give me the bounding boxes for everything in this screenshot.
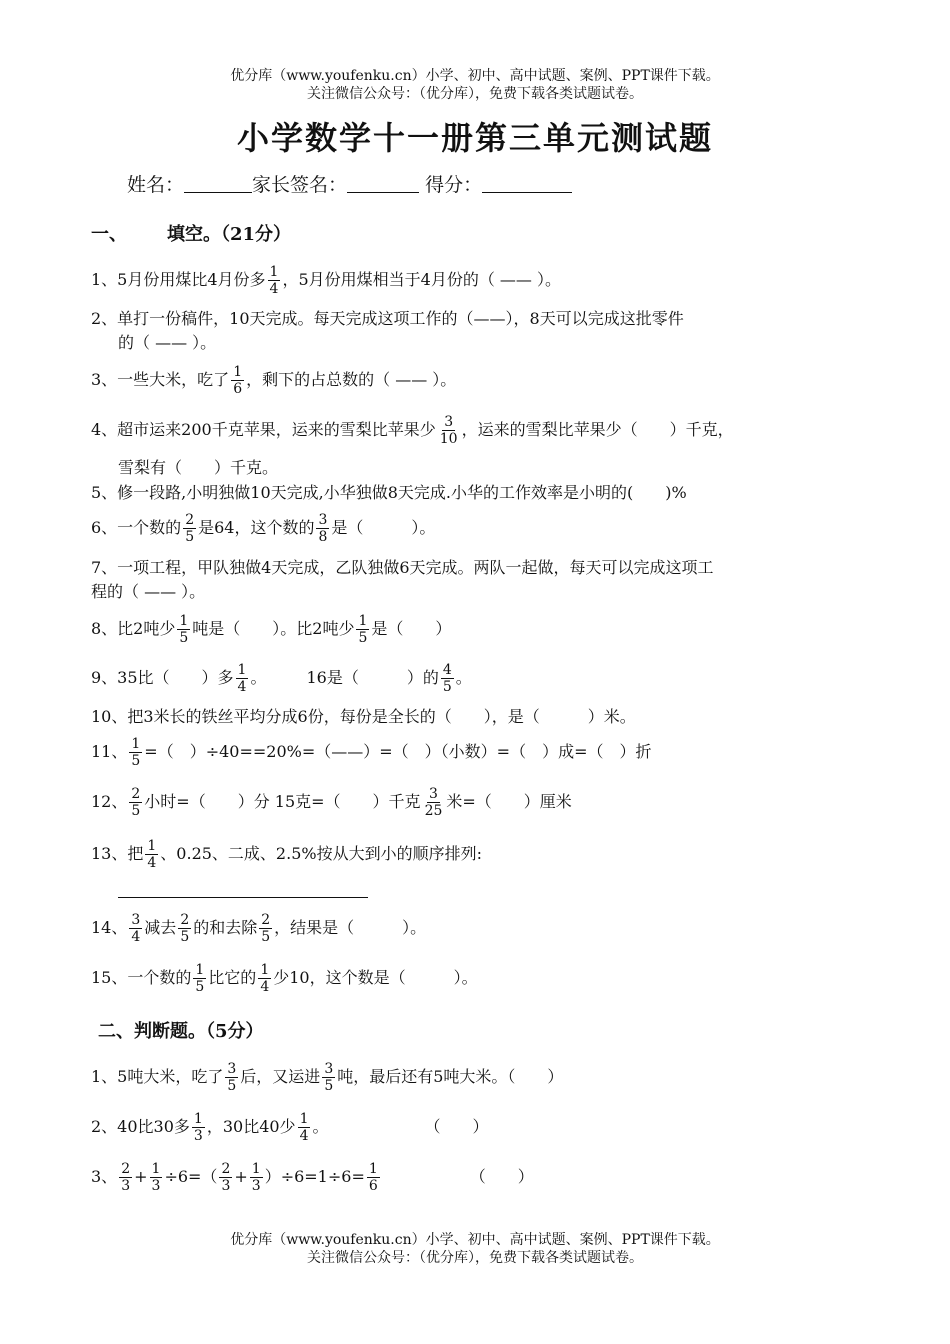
fraction: $\frac{4}{5}$ (442, 662, 452, 695)
fraction: $\frac{1}{6}$ (233, 364, 243, 397)
question-14: 14、 $\frac{3}{4}$ 减去 $\frac{2}{5}$ 的和去除 $\frac{2}{5}$ ，结果是（ ）。 (91, 912, 427, 945)
footer-line-2: 关注微信公众号：（优分库），免费下载各类试题试卷。 (307, 1250, 643, 1266)
fraction: $\frac{1}{6}$ (368, 1161, 378, 1194)
question-1: 1、5月份用煤比4月份多 $\frac{1}{4}$ ，5月份用煤相当于4月份的（ —— ）。 (91, 264, 562, 297)
question-5: 5、修一段路,小明独做10天完成,小华独做8天完成.小华的工作效率是小明的( )% (91, 483, 687, 502)
fraction: $\frac{1}{5}$ (358, 613, 368, 646)
question-15: 15、一个数的 $\frac{1}{5}$ 比它的 $\frac{1}{4}$ 少10，这个数是（ ）。 (91, 962, 478, 995)
score-field[interactable] (482, 174, 572, 193)
fraction: $\frac{1}{3}$ (151, 1161, 161, 1194)
fraction: $\frac{2}{5}$ (261, 912, 271, 945)
fraction: $\frac{2}{5}$ (185, 512, 195, 545)
question-8: 8、比2吨少 $\frac{1}{5}$ 吨是（ ）。比2吨少 $\frac{1}{5}$ 是（ ） (91, 613, 452, 646)
score-label: 得分： (425, 174, 483, 196)
question-7: 7、一项工程，甲队独做4天完成，乙队独做6天完成。两队一起做，每天可以完成这项工 (91, 558, 714, 577)
name-field[interactable] (184, 174, 252, 193)
header-line-2: 关注微信公众号：（优分库），免费下载各类试题试卷。 (307, 86, 643, 102)
fraction: $\frac{3}{5}$ (324, 1061, 334, 1094)
fraction: $\frac{2}{5}$ (131, 786, 141, 819)
judge-1: 1、5吨大米，吃了 $\frac{3}{5}$ 后，又运进 $\frac{3}{5}$ 吨，最后还有5吨大米。（ ） (91, 1061, 564, 1094)
answer-line[interactable] (118, 897, 368, 898)
name-label: 姓名： (127, 174, 185, 196)
section-2-heading: 二、判断题。（5分） (98, 1021, 264, 1042)
section-1-number: 一、 (91, 224, 127, 245)
question-13: 13、把 $\frac{1}{4}$ 、0.25、二成、2.5%按从大到小的顺序排列: (91, 838, 482, 871)
fraction: $\frac{2}{5}$ (180, 912, 190, 945)
fraction: $\frac{1}{4}$ (269, 264, 279, 297)
parent-sign-label: 家长签名： (252, 174, 348, 196)
fraction: $\frac{3}{10}$ (439, 414, 458, 447)
judge-3: 3、 $\frac{2}{3}$ + $\frac{1}{3}$ ÷6=（ $\frac{2}{3}$ + $\frac{1}{3}$ ）÷6=1÷6= $\frac{1}{6}$ （ ） (91, 1161, 534, 1194)
question-12: 12、 $\frac{2}{5}$ 小时=（ ）分 15克=（ ）千克 $\frac{3}{25}$ 米=（ ）厘米 (91, 786, 572, 819)
question-10: 10、把3米长的铁丝平均分成6份，每份是全长的（ ），是（ ）米。 (91, 707, 636, 726)
question-3: 3、一些大米，吃了 $\frac{1}{6}$ ，剩下的占总数的（ —— ）。 (91, 364, 457, 397)
question-2: 2、单打一份稿件，10天完成。每天完成这项工作的（——），8天可以完成这批零件 (91, 309, 684, 328)
question-7-cont: 程的（ —— ）。 (91, 582, 206, 601)
page-title: 小学数学十一册第三单元测试题 (236, 119, 713, 157)
section-1-heading (91, 220, 291, 246)
fraction: $\frac{2}{3}$ (221, 1161, 231, 1194)
fraction: $\frac{3}{8}$ (318, 512, 328, 545)
header-line-1: 优分库（www.youfenku.cn）小学、初中、高中试题、案例、PPT课件下载。 (230, 68, 720, 84)
question-4: 4、超市运来200千克苹果，运来的雪梨比苹果少 $\frac{3}{10}$ ，运来的雪梨比苹果少（ ）千克， (91, 414, 734, 447)
question-4-cont: 雪梨有（ ）千克。 (118, 458, 279, 477)
fraction: $\frac{1}{5}$ (179, 613, 189, 646)
fraction: $\frac{1}{4}$ (299, 1111, 309, 1144)
question-11: 11、 $\frac{1}{5}$ =（ ）÷40==20%=（——）=（ ）（小数）=（ ）成=（ ）折 (91, 736, 652, 769)
fraction: $\frac{1}{5}$ (131, 736, 141, 769)
question-9: 9、35比（ ）多 $\frac{1}{4}$ 。 16是（ ）的 $\frac{4}{5}$ 。 (91, 662, 472, 695)
question-6: 6、一个数的 $\frac{2}{5}$ 是64，这个数的 $\frac{3}{8}$ 是（ ）。 (91, 512, 436, 545)
fraction: $\frac{1}{4}$ (147, 838, 157, 871)
fraction: $\frac{1}{4}$ (237, 662, 247, 695)
student-info (127, 170, 572, 197)
fraction: $\frac{3}{5}$ (227, 1061, 237, 1094)
footer-line-1: 优分库（www.youfenku.cn）小学、初中、高中试题、案例、PPT课件下载。 (230, 1232, 720, 1248)
fraction: $\frac{2}{3}$ (121, 1161, 131, 1194)
section-1-title: 填空。（21分） (167, 224, 292, 245)
fraction: $\frac{3}{4}$ (131, 912, 141, 945)
question-2-cont: 的（ —— ）。 (118, 333, 217, 352)
judge-2: 2、40比30多 $\frac{1}{3}$ ，30比40少 $\frac{1}{4}$ 。 （ ） (91, 1111, 489, 1144)
parent-sign-field[interactable] (347, 174, 419, 193)
fraction: $\frac{3}{25}$ (424, 786, 443, 819)
fraction: $\frac{1}{3}$ (193, 1111, 203, 1144)
fraction: $\frac{1}{4}$ (260, 962, 270, 995)
fraction: $\frac{1}{3}$ (251, 1161, 261, 1194)
fraction: $\frac{1}{5}$ (195, 962, 205, 995)
